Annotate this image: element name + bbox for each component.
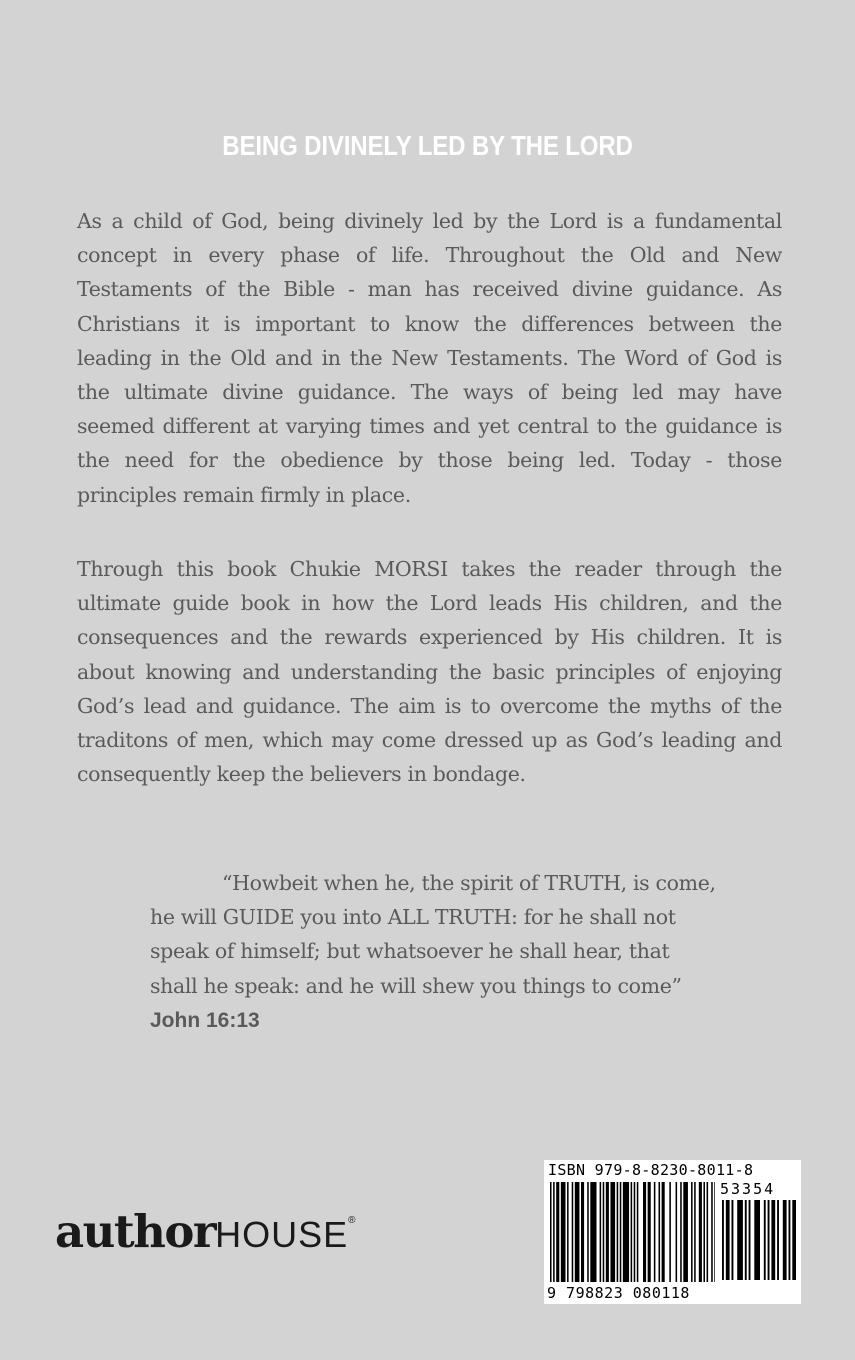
barcode-bar bbox=[771, 1200, 775, 1280]
barcode-bar bbox=[737, 1200, 743, 1280]
quote-reference: John 16:13 bbox=[150, 1008, 260, 1032]
barcode-bar bbox=[764, 1200, 766, 1280]
description-paragraph-1: As a child of God, being divinely led by the Lord is a fundamental concept in every phase of life. Throughout the Old and New Testaments of the Bible - man has received divine guidance. As Christians it is important to know the differences between the leading in the Old and in the New Testaments. The Word of God is the ultimate divine guidance. The ways of being led may have seemed different at varying times and yet central to the guidance is the need for the obedience by those being led. Today - those principles remain firmly in place. bbox=[77, 209, 782, 507]
isbn-barcode bbox=[544, 1160, 801, 1304]
barcode-bar bbox=[572, 1182, 574, 1282]
addon-barcode-bars bbox=[722, 1200, 796, 1282]
scripture-quote bbox=[150, 866, 720, 1038]
barcode-bar bbox=[699, 1182, 702, 1282]
barcode-bar bbox=[617, 1182, 619, 1282]
barcode-bar bbox=[683, 1182, 688, 1282]
barcode-bar bbox=[590, 1182, 596, 1282]
barcode-bar bbox=[587, 1182, 589, 1282]
barcode-bar bbox=[561, 1182, 566, 1282]
barcode-bar bbox=[777, 1200, 779, 1280]
barcode-bar bbox=[603, 1182, 605, 1282]
barcode-bar bbox=[745, 1200, 747, 1280]
barcode-bar bbox=[789, 1200, 791, 1280]
quote-text: “Howbeit when he, the spirit of TRUTH, is come, he will GUIDE you into ALL TRUTH: for he shall not speak of himself; but whatsoever he shall hear, that shall he speak: and he will shew you things to come” bbox=[150, 871, 716, 998]
barcode-bar bbox=[550, 1182, 552, 1282]
registered-mark: ® bbox=[348, 1215, 356, 1226]
addon-digits: 53354 bbox=[720, 1180, 776, 1198]
barcode-bar bbox=[768, 1200, 770, 1280]
barcode-bar bbox=[707, 1182, 709, 1282]
barcode-bar bbox=[726, 1200, 730, 1280]
barcode-bar bbox=[553, 1182, 555, 1282]
barcode-bar bbox=[637, 1182, 639, 1282]
barcode-bar bbox=[676, 1182, 678, 1282]
barcode-bar bbox=[567, 1182, 569, 1282]
barcode-bar bbox=[732, 1200, 734, 1280]
barcode-bar bbox=[623, 1182, 629, 1282]
description-paragraph-2: Through this book Chukie MORSI takes the reader through the ultimate guide book in how the Lord leads His children, and the consequences and the rewards experienced by His children. It is about knowing and understanding the basic principles of enjoying God’s lead and guidance. The aim is to overcome the myths of the traditons of men, which may come dressed up as God’s leading and consequently keep the believers in bondage. bbox=[77, 557, 782, 787]
barcode-bar bbox=[581, 1182, 584, 1282]
barcode-bar bbox=[648, 1182, 651, 1282]
barcode-bar bbox=[556, 1182, 559, 1282]
barcode-bar bbox=[606, 1182, 609, 1282]
barcode-bar bbox=[669, 1182, 671, 1282]
barcode-bar bbox=[792, 1200, 796, 1280]
isbn-label: ISBN 979-8-8230-8011-8 bbox=[548, 1161, 754, 1179]
publisher-logo bbox=[55, 1205, 356, 1265]
cover-title: BEING DIVINELY LED BY THE LORD bbox=[222, 130, 633, 161]
barcode-bar bbox=[631, 1182, 633, 1282]
barcode-bar bbox=[711, 1182, 713, 1282]
barcode-bar bbox=[600, 1182, 602, 1282]
logo-author-text: author bbox=[55, 1205, 216, 1258]
barcode-bar bbox=[754, 1200, 760, 1280]
barcode-bar bbox=[694, 1182, 696, 1282]
barcode-bar bbox=[654, 1182, 656, 1282]
barcode-bar bbox=[575, 1182, 580, 1282]
barcode-bar bbox=[643, 1182, 646, 1282]
barcode-digits: 9 798823 080118 bbox=[547, 1284, 690, 1302]
barcode-bar bbox=[662, 1182, 665, 1282]
barcode-bar bbox=[659, 1182, 661, 1282]
ean-barcode-bars bbox=[550, 1182, 715, 1284]
barcode-bar bbox=[703, 1182, 705, 1282]
barcode-bar bbox=[680, 1182, 682, 1282]
barcode-bar bbox=[783, 1200, 787, 1280]
barcode-bar bbox=[714, 1182, 715, 1282]
barcode-bar bbox=[634, 1182, 636, 1282]
barcode-bar bbox=[722, 1200, 724, 1280]
barcode-bar bbox=[610, 1182, 615, 1282]
barcode-bar bbox=[749, 1200, 751, 1280]
logo-house-text: HOUSE bbox=[215, 1214, 349, 1255]
barcode-bar bbox=[691, 1182, 693, 1282]
barcode-bar bbox=[620, 1182, 622, 1282]
